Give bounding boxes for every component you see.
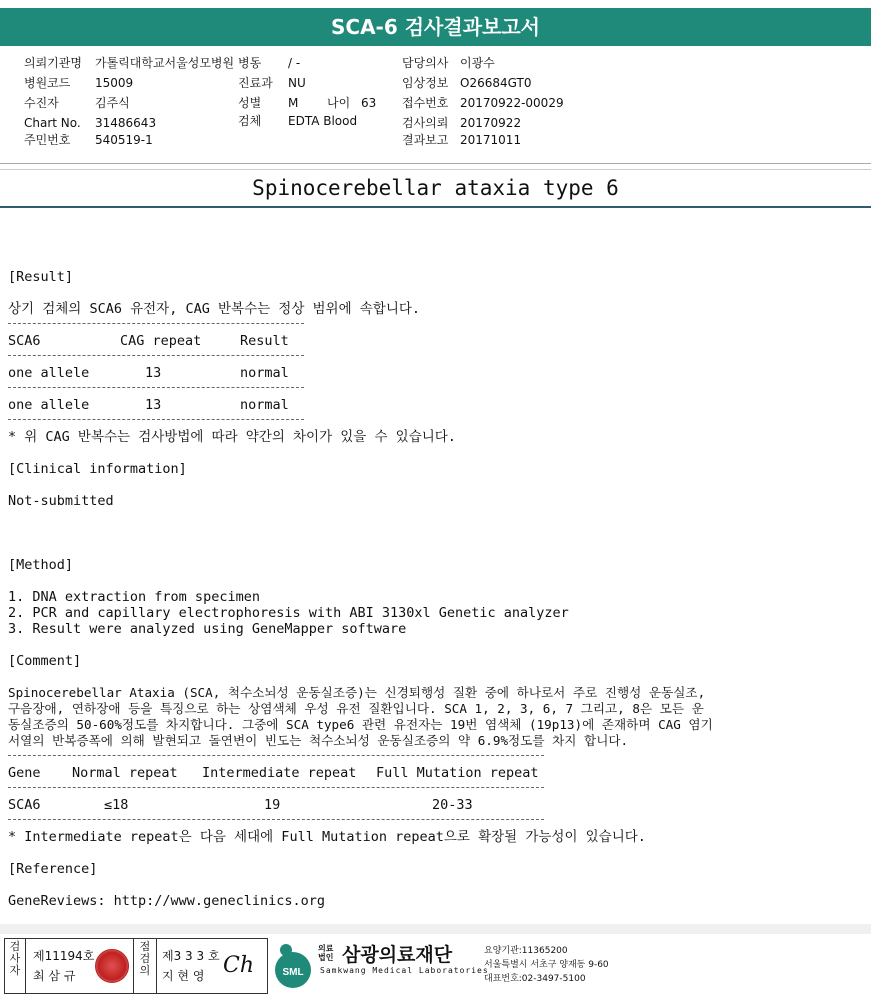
method-item: 1. DNA extraction from specimen [8, 589, 260, 605]
clinical-info-label: 임상정보 [402, 76, 449, 90]
hospital-name-label: 의뢰기관명 [24, 56, 82, 70]
sml-logo-icon [272, 940, 314, 990]
doctor-label: 담당의사 [402, 56, 449, 70]
footer-band [0, 924, 871, 934]
checker-number: 제3 3 3 호 [162, 949, 220, 963]
hospital-code-value: 15009 [95, 76, 134, 90]
method-heading: [Method] [8, 557, 74, 573]
result-table-divider [8, 419, 304, 420]
repeat-col-intermediate: Intermediate repeat [202, 765, 357, 781]
request-date-label: 검사의뢰 [402, 116, 449, 130]
method-item: 2. PCR and capillary electrophoresis with ABI 3130xl Genetic analyzer [8, 605, 569, 621]
patient-label: 수진자 [24, 96, 59, 110]
checker-name: 지 현 영 [162, 969, 205, 983]
comment-note: * Intermediate repeat은 다음 세대에 Full Mutation repeat으로 확장될 가능성이 있습니다. [8, 829, 646, 845]
hospital-name-value: 가톨릭대학교서울성모병원 [95, 56, 235, 70]
org-code: 요양기관:11365200 [484, 946, 568, 956]
clinical-heading: [Clinical information] [8, 461, 187, 477]
age-value: 63 [361, 96, 377, 110]
comment-line: Spinocerebellar Ataxia (SCA, 척수소뇌성 운동실조증)는 신경퇴행성 질환 중에 하나로서 주로 진행성 운동실조, [8, 685, 706, 700]
result-row-status: normal [240, 365, 289, 381]
result-col-gene: SCA6 [8, 333, 41, 349]
org-phone: 대표번호:02-3497-5100 [484, 974, 586, 984]
report-title: SCA-6 검사결과보고서 [331, 15, 540, 39]
result-row-cag: 13 [145, 365, 162, 381]
repeat-col-normal: Normal repeat [72, 765, 178, 781]
repeat-table-divider [8, 819, 544, 820]
comment-heading: [Comment] [8, 653, 82, 669]
document-title: Spinocerebellar ataxia type 6 [252, 176, 619, 200]
org-name: 삼광의료재단 [342, 944, 453, 966]
department-value: NU [288, 76, 306, 90]
resident-no-value: 540519-1 [95, 133, 153, 147]
signature-box [4, 938, 268, 994]
result-row-cag: 13 [145, 397, 162, 413]
result-heading: [Result] [8, 269, 74, 285]
sml-logo-text: SML [282, 967, 304, 978]
header-divider [0, 163, 871, 164]
result-note: * 위 CAG 반복수는 검사방법에 따라 약간의 차이가 있을 수 있습니다. [8, 429, 456, 445]
chart-no-value: 31486643 [95, 116, 157, 130]
inspector-number: 제11194호 [33, 949, 95, 963]
chart-no-label: Chart No. [24, 116, 81, 130]
ward-label: 병동 [238, 56, 262, 70]
result-col-result: Result [240, 333, 289, 349]
report-title-bar [0, 8, 871, 46]
repeat-row-full: 20-33 [432, 797, 473, 813]
method-item: 3. Result were analyzed using GeneMapper software [8, 621, 407, 637]
result-table-divider [8, 387, 304, 388]
result-row-allele: one allele [8, 365, 90, 381]
resident-no-label: 주민번호 [24, 133, 71, 147]
repeat-row-gene: SCA6 [8, 797, 41, 813]
request-date-value: 20170922 [460, 116, 522, 130]
clinical-info-value: O26684GT0 [460, 76, 532, 90]
repeat-row-normal: ≤18 [104, 797, 129, 813]
reference-heading: [Reference] [8, 861, 98, 877]
inspector-label: 검사자 [9, 940, 21, 977]
repeat-table-divider [8, 787, 544, 788]
checker-label: 점검의 [139, 940, 151, 977]
repeat-col-full: Full Mutation repeat [376, 765, 539, 781]
accession-no-label: 접수번호 [402, 96, 449, 110]
header-divider-2 [0, 169, 871, 170]
specimen-label: 검체 [238, 114, 262, 128]
result-table-divider [8, 323, 304, 324]
result-row-allele: one allele [8, 397, 90, 413]
org-english-name: Samkwang Medical Laboratories [320, 966, 489, 975]
department-label: 진료과 [238, 76, 273, 90]
report-date-label: 결과보고 [402, 133, 449, 147]
clinical-text: Not-submitted [8, 493, 114, 509]
specimen-value: EDTA Blood [288, 114, 358, 128]
result-table-divider [8, 355, 304, 356]
title-underline [0, 206, 871, 208]
org-prefix: 의료 법인 [318, 944, 334, 962]
repeat-col-gene: Gene [8, 765, 41, 781]
sex-value: M [288, 96, 299, 110]
inspector-seal [95, 949, 129, 983]
report-date-value: 20171011 [460, 133, 522, 147]
result-row-status: normal [240, 397, 289, 413]
result-col-cag: CAG repeat [120, 333, 202, 349]
doctor-value: 이광수 [460, 56, 495, 70]
repeat-table-divider [8, 755, 544, 756]
comment-line: 서열의 반복증폭에 의해 발현되고 돌연변이 빈도는 척수소뇌성 운동실조증의 약 6.9%정도를 차지 합니다. [8, 733, 629, 748]
patient-value: 김주식 [95, 96, 130, 110]
age-label: 나이 [327, 96, 351, 110]
hospital-code-label: 병원코드 [24, 76, 71, 90]
comment-line: 동실조증의 50-60%정도를 차지합니다. 그중에 SCA type6 관련 유전자는 19번 염색체 (19p13)에 존재하며 CAG 염기 [8, 717, 713, 732]
checker-signature: Ch [223, 953, 255, 978]
repeat-row-intermediate: 19 [264, 797, 281, 813]
ward-value: / - [288, 56, 301, 70]
org-address: 서울특별시 서초구 양재동 9-60 [484, 960, 609, 970]
reference-text: GeneReviews: http://www.geneclinics.org [8, 893, 325, 909]
sex-label: 성별 [238, 96, 262, 110]
result-summary: 상기 검체의 SCA6 유전자, CAG 반복수는 정상 범위에 속합니다. [8, 301, 421, 317]
inspector-name: 최 삼 규 [33, 969, 76, 983]
accession-no-value: 20170922-00029 [460, 96, 564, 110]
comment-line: 구음장애, 연하장애 등을 특징으로 하는 상염색체 우성 유전 질환입니다. SCA 1, 2, 3, 6, 7 그리고, 8은 모든 운 [8, 701, 704, 716]
